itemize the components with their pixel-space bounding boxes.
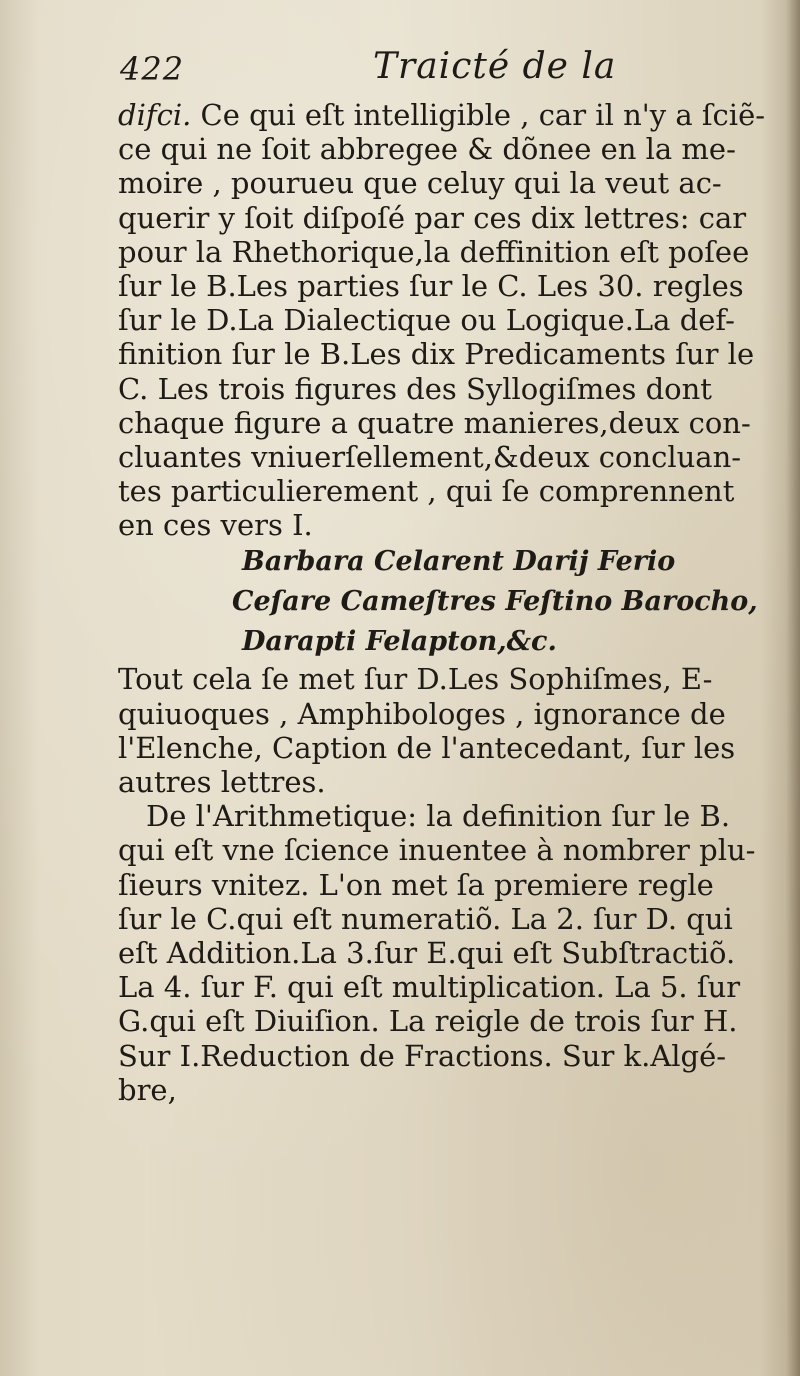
text-line: querir y ſoit diſpoſé par ces dix lettres: car xyxy=(118,200,747,235)
page-edge-shadow xyxy=(786,0,800,1376)
text-line: tes particulierement , qui ſe comprennent xyxy=(118,474,735,509)
text-line: ſur le B.Les parties ſur le C. Les 30. regles xyxy=(118,268,744,303)
text-line: chaque figure a quatre manieres,deux con- xyxy=(118,405,751,440)
text-line: quiuoques , Amphibologes , ignorance de xyxy=(118,696,726,731)
text-line: cluantes vniuerſellement,&deux concluan- xyxy=(118,439,742,474)
text-line: ſur le C.qui eſt numeratiõ. La 2. ſur D. qui xyxy=(118,901,733,936)
text-line: en ces vers I. xyxy=(118,508,313,543)
verse-line: Darapti Felapton,&c. xyxy=(242,626,557,658)
italic-word: difci. xyxy=(118,98,192,132)
text-line: ſieurs vnitez. L'on met ſa premiere regle xyxy=(118,867,714,902)
page-text-block xyxy=(118,40,770,1107)
text-line-rest: Ce qui eſt intelligible , car il n'y a ſciẽ- xyxy=(191,98,766,132)
text-line: finition ſur le B.Les dix Predicaments ſur le xyxy=(118,337,755,372)
verse-line: Ceſare Cameſtres Feſtino Barocho, xyxy=(232,586,758,618)
text-line: eſt Addition.La 3.ſur E.qui eſt Subſtractiõ. xyxy=(118,935,736,970)
page-header xyxy=(118,40,770,98)
text-line: ſur le D.La Dialectique ou Logique.La def- xyxy=(118,303,735,338)
text-line: La 4. ſur F. qui eſt multiplication. La 5. ſur xyxy=(118,970,741,1005)
text-line: Sur I.Reduction de Fractions. Sur k.Algé- xyxy=(118,1038,727,1073)
text-line: bre, xyxy=(118,1072,177,1107)
text-line: C. Les trois figures des Syllogiſmes dont xyxy=(118,371,712,406)
text-line: Tout cela ſe met ſur D.Les Sophiſmes, E- xyxy=(118,662,713,697)
text-line: l'Elenche, Caption de l'antecedant, ſur les xyxy=(118,730,736,765)
page-number: 422 xyxy=(120,50,185,88)
text-line: G.qui eſt Diuiſion. La reigle de trois ſur H. xyxy=(118,1004,738,1039)
text-line: moire , pourueu que celuy qui la veut ac- xyxy=(118,166,722,201)
text-line: qui eſt vne ſcience inuentee à nombrer plu- xyxy=(118,833,756,868)
verse-line: Barbara Celarent Darij Ferio xyxy=(242,546,676,578)
text-line xyxy=(118,98,770,132)
paragraph-start-line: De l'Arithmetique: la definition ſur le B. xyxy=(146,799,731,834)
text-line: pour la Rhethorique,la deffinition eſt poſee xyxy=(118,234,750,269)
running-head: Traicté de la xyxy=(373,46,617,87)
text-line: ce qui ne ſoit abbregee & dõnee en la me- xyxy=(118,132,736,167)
text-line: autres lettres. xyxy=(118,765,326,799)
